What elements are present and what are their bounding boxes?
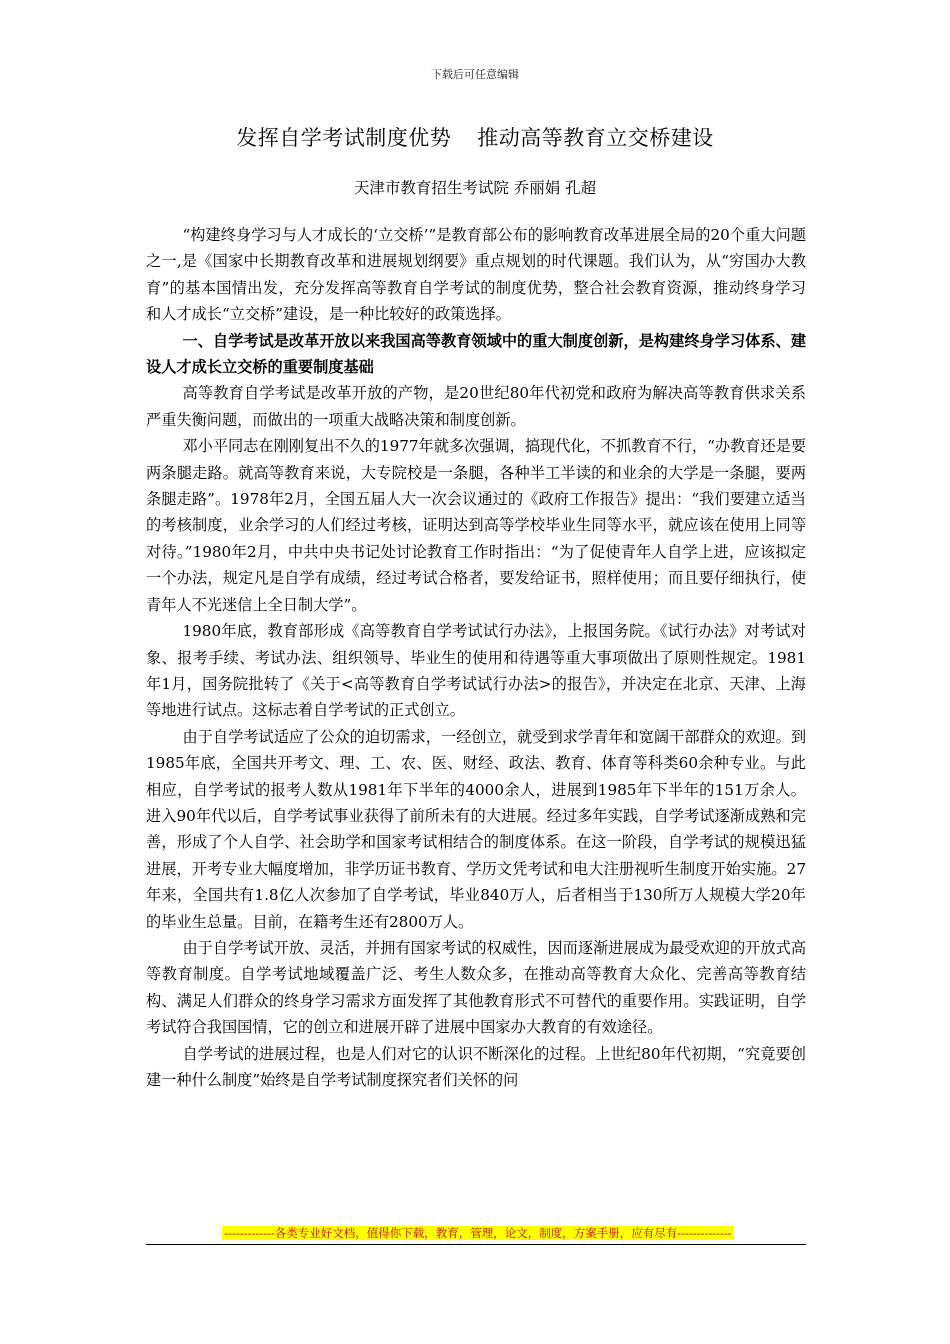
paragraph: 由于自学考试适应了公众的迫切需求，一经创立，就受到求学青年和宽阔干部群众的欢迎。到1985年底，全国共开考文、理、工、农、医、财经、政法、教育、体育等科类60余种专业。与此相应，自学考试的报考人数从1981年下半年的4000余人，进展到1985年下半年的151万余人。进入90年代以后，自学考试事业获得了前所未有的大进展。经过多年实践，自学考试逐渐成熟和完善，形成了个人自学、社会助学和国家考试相结合的制度体系。在这一阶段，自学考试的规模迅猛进展，开考专业大幅度增加，非学历证书教育、学历文凭考试和电大注册视听生制度开始实施。27年来，全国共有1.8亿人次参加了自学考试，毕业840万人，后者相当于130所万人规模大学20年的毕业生总量。目前，在籍考生还有2800万人。 [146,727,806,931]
paragraph: 邓小平同志在刚刚复出不久的1977年就多次强调，搞现代化，不抓教育不行，“办教育还是要两条腿走路。就高等教育来说，大专院校是一条腿，各种半工半读的和业余的大学是一条腿，要两条腿走路”。1978年2月，全国五届人大一次会议通过的《政府工作报告》提出：“我们要建立适当的考核制度，业余学习的人们经过考核，证明达到高等学校毕业生同等水平，就应该在使用上同等对待。”1980年2月，中共中央书记处讨论教育工作时指出：“为了促使青年人自学上进，应该拟定一个办法，规定凡是自学有成绩，经过考试合格者，要发给证书，照样使用；而且要仔细执行，使青年人不光迷信上全日制大学”。 [146,437,807,614]
footer-banner-text: -------------各类专业好文档，值得你下载，教育，管理，论文，制度，方案手册，应有尽有-------------- [224,1226,732,1240]
paragraph: 1980年底，教育部形成《高等教育自学考试试行办法》，上报国务院。《试行办法》对考试对象、报考手续、考试办法、组织领导、毕业生的使用和待遇等重大事项做出了原则性规定。1981年1月，国务院批转了《关于<高等教育自学考试试行办法>的报告》，并决定在北京、天津、上海等地进行试点。这标志着自学考试的正式创立。 [146,622,806,720]
paragraph: 由于自学考试开放、灵活，并拥有国家考试的权威性，因而逐渐进展成为最受欢迎的开放式高等教育制度。自学考试地域覆盖广泛、考生人数众多，在推动高等教育大众化、完善高等教育结构、满足人们群众的终身学习需求方面发挥了其他教育形式不可替代的重要作用。实践证明，自学考试符合我国国情，它的创立和进展开辟了进展中国家办大教育的有效途径。 [146,938,806,1037]
paragraph: 高等教育自学考试是改革开放的产物，是20世纪80年代初党和政府为解决高等教育供求关系严重失衡问题，而做出的一项重大战略决策和制度创新。 [146,384,806,429]
header-note: 下载后可任意编辑 [431,68,519,81]
section-heading: 一、自学考试是改革开放以来我国高等教育领域中的重大制度创新，是构建终身学习体系、建设人才成长立交桥的重要制度基础 [146,331,806,377]
paragraph: 自学考试的进展过程，也是人们对它的认识不断深化的过程。上世纪80年代初期，“究竟要创建一种什么制度”始终是自学考试制度探究者们关怀的问 [146,1044,806,1089]
document-body [146,222,806,1093]
title-part-1: 发挥自学考试制度优势 [236,126,452,150]
author-line: 天津市教育招生考试院 乔丽娟 孔超 [353,179,597,197]
footer-divider [146,1244,806,1245]
document-title [0,122,950,152]
footer-banner [148,1225,808,1241]
title-part-2: 推动高等教育立交桥建设 [477,126,714,150]
paragraph-intro: “构建终身学习与人才成长的‘立交桥’”是教育部公布的影响教育改革进展全局的20个重大问题之一,是《国家中长期教育改革和进展规划纲要》重点规划的时代课题。我们认为，从“穷国办大教育”的基本国情出发，充分发挥高等教育自学考试的制度优势，整合社会教育资源，推动终身学习和人才成长“立交桥”建设，是一种比较好的政策选择。 [146,226,806,324]
